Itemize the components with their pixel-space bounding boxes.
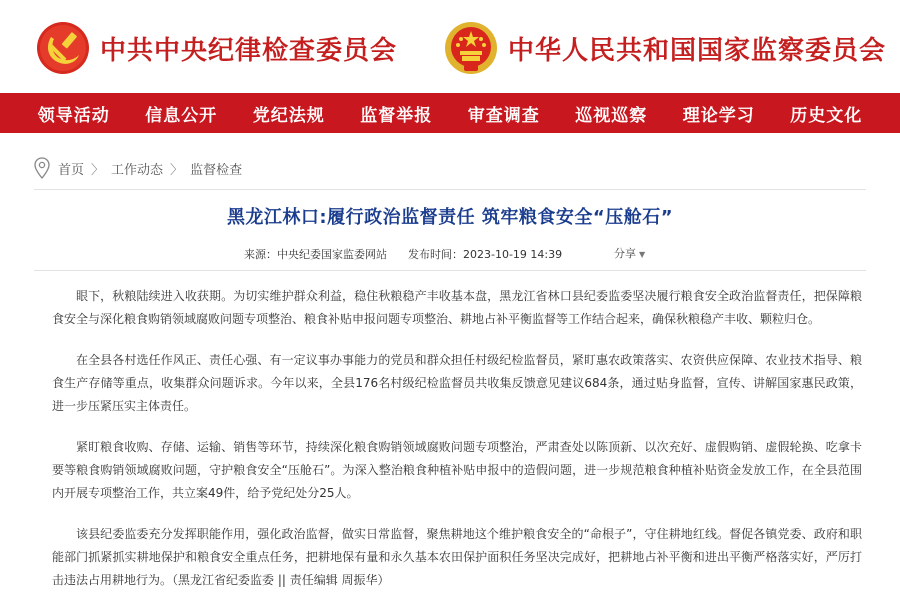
article-body [52, 285, 862, 610]
breadcrumb-separator: 〉 [91, 162, 105, 178]
article-paragraph: 眼下，秋粮陆续进入收获期。为切实维护群众利益，稳住秋粮稳产丰收基本盘，黑龙江省林口县纪委监委坚决履行粮食安全政治监督责任，把保障粮食安全与深化粮食购销领域腐败问题专项整治、粮食补贴申报问题专项整治、耕地占补平衡监督等工作结合起来，确保秋粮稳产丰收、颗粒归仓。 [52, 289, 862, 326]
nav-item-leadership[interactable]: 领导活动 [37, 105, 110, 126]
breadcrumb-home[interactable]: 首页 [58, 162, 85, 178]
cpc-ccdi-brand[interactable] [36, 20, 397, 76]
breadcrumb-work-news[interactable]: 工作动态 [111, 162, 164, 178]
nav-item-inspection[interactable]: 巡视巡察 [575, 105, 648, 126]
nav-item-disclosure[interactable]: 信息公开 [145, 105, 218, 126]
nav-item-regulations[interactable]: 党纪法规 [252, 105, 325, 126]
article-paragraph: 该县纪委监委充分发挥职能作用，强化政治监督，做实日常监督，聚焦耕地这个维护粮食安全的“命根子”，守住耕地红线。督促各镇党委、政府和职能部门抓紧抓实耕地保护和粮食安全重点任务，把耕地保有量和永久基本农田保护面积任务坚决完成好，把耕地占补平衡和进出平衡严格落实好，严厉打击违法占用耕地行为。（黑龙江省纪委监委 || 责任编辑 周振华） [52, 527, 862, 587]
main-nav [0, 93, 900, 133]
share-label: 分享 [614, 247, 636, 260]
share-button[interactable] [614, 245, 645, 261]
chevron-down-icon: ▼ [639, 250, 646, 259]
nav-item-report[interactable]: 监督举报 [360, 105, 433, 126]
location-pin-icon [34, 157, 50, 179]
article-paragraph: 紧盯粮食收购、存储、运输、销售等环节，持续深化粮食购销领域腐败问题专项整治，严肃查处以陈顶新、以次充好、虚假购销、虚假轮换、吃拿卡要等粮食购销领域腐败问题，守护粮食安全“压舱石”。为深入整治粮食种植补贴申报中的造假问题，进一步规范粮食种植补贴资金发放工作，在全县范围内开展专项整治工作，共立案49件，给予党纪处分25人。 [52, 440, 862, 500]
meta-divider [34, 270, 866, 271]
breadcrumb-divider [34, 189, 866, 190]
nav-item-history[interactable]: 历史文化 [790, 105, 863, 126]
national-emblem-icon [444, 21, 498, 75]
breadcrumb-separator: 〉 [170, 162, 184, 178]
nsc-title: 中华人民共和国国家监察委员会 [508, 35, 887, 66]
nav-item-investigation[interactable]: 审查调查 [467, 105, 540, 126]
party-emblem-icon [36, 21, 90, 75]
article-paragraph: 在全县各村选任作风正、责任心强、有一定议事办事能力的党员和群众担任村级纪检监督员，紧盯惠农政策落实、农资供应保障、农业技术指导、粮食生产存储等重点，收集群众问题诉求。今年以来，全县176名村级纪检监督员共收集反馈意见建议684条，通过贴身监督，宣传、讲解国家惠民政策，进一步压紧压实主体责任。 [52, 353, 862, 413]
article-meta [0, 246, 900, 262]
breadcrumb-supervision[interactable]: 监督检查 [190, 162, 243, 178]
breadcrumb [34, 153, 242, 183]
article-date: 发布时间：2023-10-19 14:39 [408, 248, 563, 261]
article-title: 黑龙江林口:履行政治监督责任 筑牢粮食安全“压舱石” [226, 207, 674, 228]
article-source: 来源：中央纪委国家监委网站 [244, 248, 387, 261]
nav-item-theory[interactable]: 理论学习 [682, 105, 755, 126]
nsc-brand[interactable] [444, 20, 886, 76]
cpc-ccdi-title: 中共中央纪律检查委员会 [100, 35, 398, 66]
site-header [0, 0, 900, 93]
